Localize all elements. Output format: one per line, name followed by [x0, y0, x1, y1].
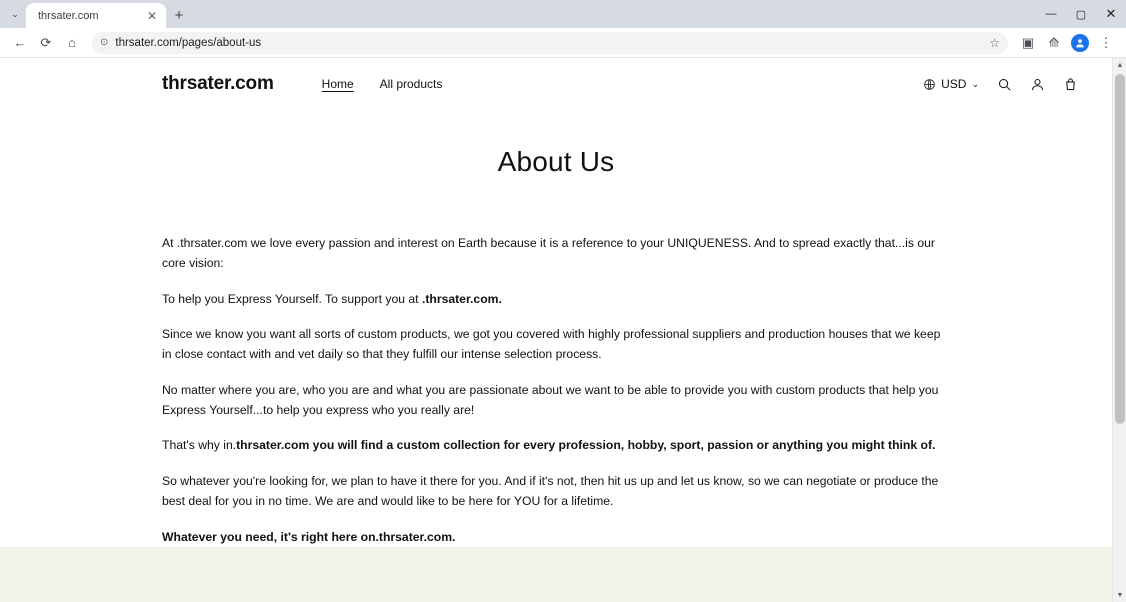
url-text: thrsater.com/pages/about-us: [115, 36, 262, 49]
new-tab-button[interactable]: +: [174, 6, 184, 24]
window-controls: [1036, 0, 1126, 28]
browser-tab[interactable]: [26, 3, 166, 28]
page-content: [0, 110, 1112, 547]
back-icon[interactable]: ←: [13, 35, 27, 50]
nav-item-all-products[interactable]: All products: [379, 77, 443, 91]
paragraph-7: Whatever you need, it's right here on.thrsater.com.: [162, 529, 456, 544]
reload-icon[interactable]: ⟳: [40, 34, 52, 50]
home-icon[interactable]: ⌂: [68, 35, 76, 50]
site-header: [0, 58, 1112, 110]
address-bar[interactable]: [92, 32, 1008, 54]
paragraph-2: To help you Express Yourself. To support you at .thrsater.com.: [162, 291, 502, 306]
header-actions: [923, 77, 1090, 92]
globe-icon: [923, 78, 936, 91]
browser-menu-icon[interactable]: ⋮: [1099, 34, 1113, 50]
web-page: [0, 58, 1112, 602]
profile-avatar[interactable]: [1068, 31, 1092, 55]
footer-band: [0, 547, 1112, 602]
paragraph-4: No matter where you are, who you are and what you are passionate about we want to be able to provide you with custom products that help you Express Yourself...to help you express who you really are!: [162, 382, 939, 417]
tab-strip: [0, 0, 1126, 28]
scroll-up-arrow-icon[interactable]: ▲: [1116, 61, 1124, 69]
currency-selector[interactable]: [923, 77, 979, 91]
paragraph-5: That's why in.thrsater.com you will find a custom collection for every profession, hobby, sport, passion or anything you might think of.: [162, 438, 936, 453]
nav-item-home[interactable]: Home: [321, 77, 354, 91]
paragraph-3: Since we know you want all sorts of custom products, we got you covered with highly professional suppliers and production houses that we keep in close contact with and vet daily so that they fulfill our intense selection process.: [162, 327, 941, 362]
paragraph-6: So whatever you're looking for, we plan to have it there for you. And if it's not, then hit us up and let us know, so we can negotiate or produce the best deal for you in no time. We are and would like to be here for YOU for a lifetime.: [162, 474, 939, 508]
page-scrollbar[interactable]: [1112, 58, 1126, 602]
cart-icon[interactable]: [1063, 77, 1078, 92]
browser-toolbar: [0, 28, 1126, 58]
tab-title: thrsater.com: [38, 9, 99, 22]
site-logo[interactable]: thrsater.com: [162, 73, 274, 94]
extensions-icon[interactable]: ⟰: [1048, 34, 1060, 50]
search-icon[interactable]: [997, 77, 1012, 92]
scroll-down-arrow-icon[interactable]: ▼: [1116, 591, 1124, 599]
site-nav: [322, 77, 443, 91]
bookmark-star-icon[interactable]: ☆: [989, 35, 1000, 50]
page-title: About Us: [497, 146, 615, 177]
currency-code: USD: [941, 77, 967, 91]
minimize-button[interactable]: —: [1045, 8, 1057, 20]
tab-search-chevron-down-icon[interactable]: ⌄: [11, 8, 19, 19]
maximize-button[interactable]: ▢: [1075, 8, 1087, 21]
tab-close-icon[interactable]: ✕: [146, 8, 158, 23]
chevron-down-icon: ⌄: [971, 78, 979, 89]
page-viewport: [0, 58, 1126, 602]
side-panel-icon[interactable]: ▣: [1021, 34, 1035, 50]
paragraph-1: At .thrsater.com we love every passion and interest on Earth because it is a reference to your UNIQUENESS. And to spread exactly that...is our core vision:: [162, 236, 935, 270]
scrollbar-thumb[interactable]: [1115, 74, 1125, 424]
site-info-icon[interactable]: ⊙: [100, 37, 109, 48]
account-icon[interactable]: [1030, 77, 1045, 92]
avatar: [1071, 34, 1089, 52]
close-window-button[interactable]: ✕: [1105, 6, 1117, 21]
